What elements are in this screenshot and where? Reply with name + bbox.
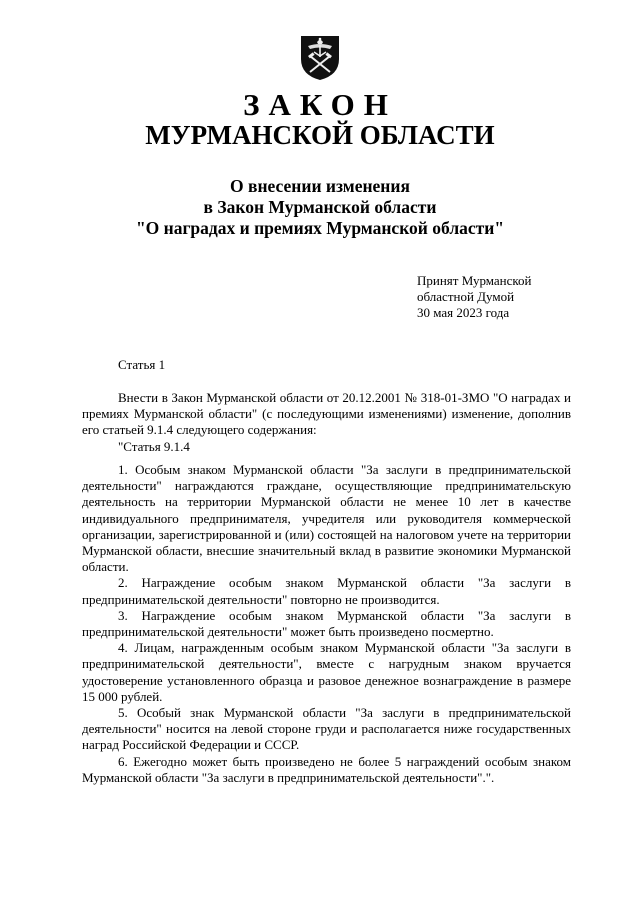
- article-title: Статья 1: [118, 357, 166, 372]
- list-item: 4. Лицам, награжденным особым знаком Мурманской области "За заслуги в предпринимательской деятельности", вместе с нагрудным знаком вручается удостоверение установленного образца и разовое денежное вознаграждение в размере 15 000 рублей.: [82, 640, 571, 704]
- list-item: 5. Особый знак Мурманской области "За заслуги в предпринимательской деятельности" носится на левой стороне груди и располагается ниже государственных наград Российской Федерации и СССР.: [82, 705, 571, 753]
- adoption-line1: Принят Мурманской: [417, 273, 532, 288]
- subject-line1: О внесении изменения: [230, 176, 410, 196]
- adoption-date: 30 мая 2023 года: [417, 305, 510, 320]
- murmansk-oblast-coat-of-arms-icon: [295, 31, 345, 81]
- article-intro: [82, 390, 571, 455]
- document-title-line1: ЗАКОН: [243, 87, 397, 122]
- subject-line2: в Закон Мурманской области: [203, 197, 437, 217]
- law-subject: [0, 176, 640, 239]
- article-items: [82, 462, 571, 786]
- subject-line3: "О наградах и премиях Мурманской области": [135, 218, 505, 238]
- adoption-line2: областной Думой: [417, 289, 515, 304]
- document-title-line2: МУРМАНСКОЙ ОБЛАСТИ: [145, 120, 495, 150]
- list-item: 6. Ежегодно может быть произведено не более 5 награждений особым знаком Мурманской области "За заслуги в предпринимательской деятельности".".: [82, 753, 571, 785]
- new-article-title: "Статья 9.1.4: [118, 438, 190, 454]
- list-item: 2. Награждение особым знаком Мурманской области "За заслуги в предпринимательской деятельности" повторно не производится.: [82, 575, 571, 607]
- list-item: 1. Особым знаком Мурманской области "За заслуги в предпринимательской деятельности" награждаются граждане, осуществляющие предпринимательскую деятельность на территории Мурманской области не менее 10 лет в качестве индивидуального предпринимателя, учредителя или руководителя коммерческой организации, зарегистрированной и (или) состоящей на налоговом учете на территории Мурманской области, внесшие значительный вклад в развитие экономики Мурманской области.: [82, 462, 571, 575]
- list-item: 3. Награждение особым знаком Мурманской области "За заслуги в предпринимательской деятельности" может быть произведено посмертно.: [82, 607, 571, 640]
- adoption-note: [417, 273, 532, 321]
- intro-paragraph: Внести в Закон Мурманской области от 20.12.2001 № 318-01-ЗМО "О наградах и премиях Мурманской области" (с последующими изменениями) изменение, дополнив его статьей 9.1.4 следующего содержания:: [82, 390, 571, 438]
